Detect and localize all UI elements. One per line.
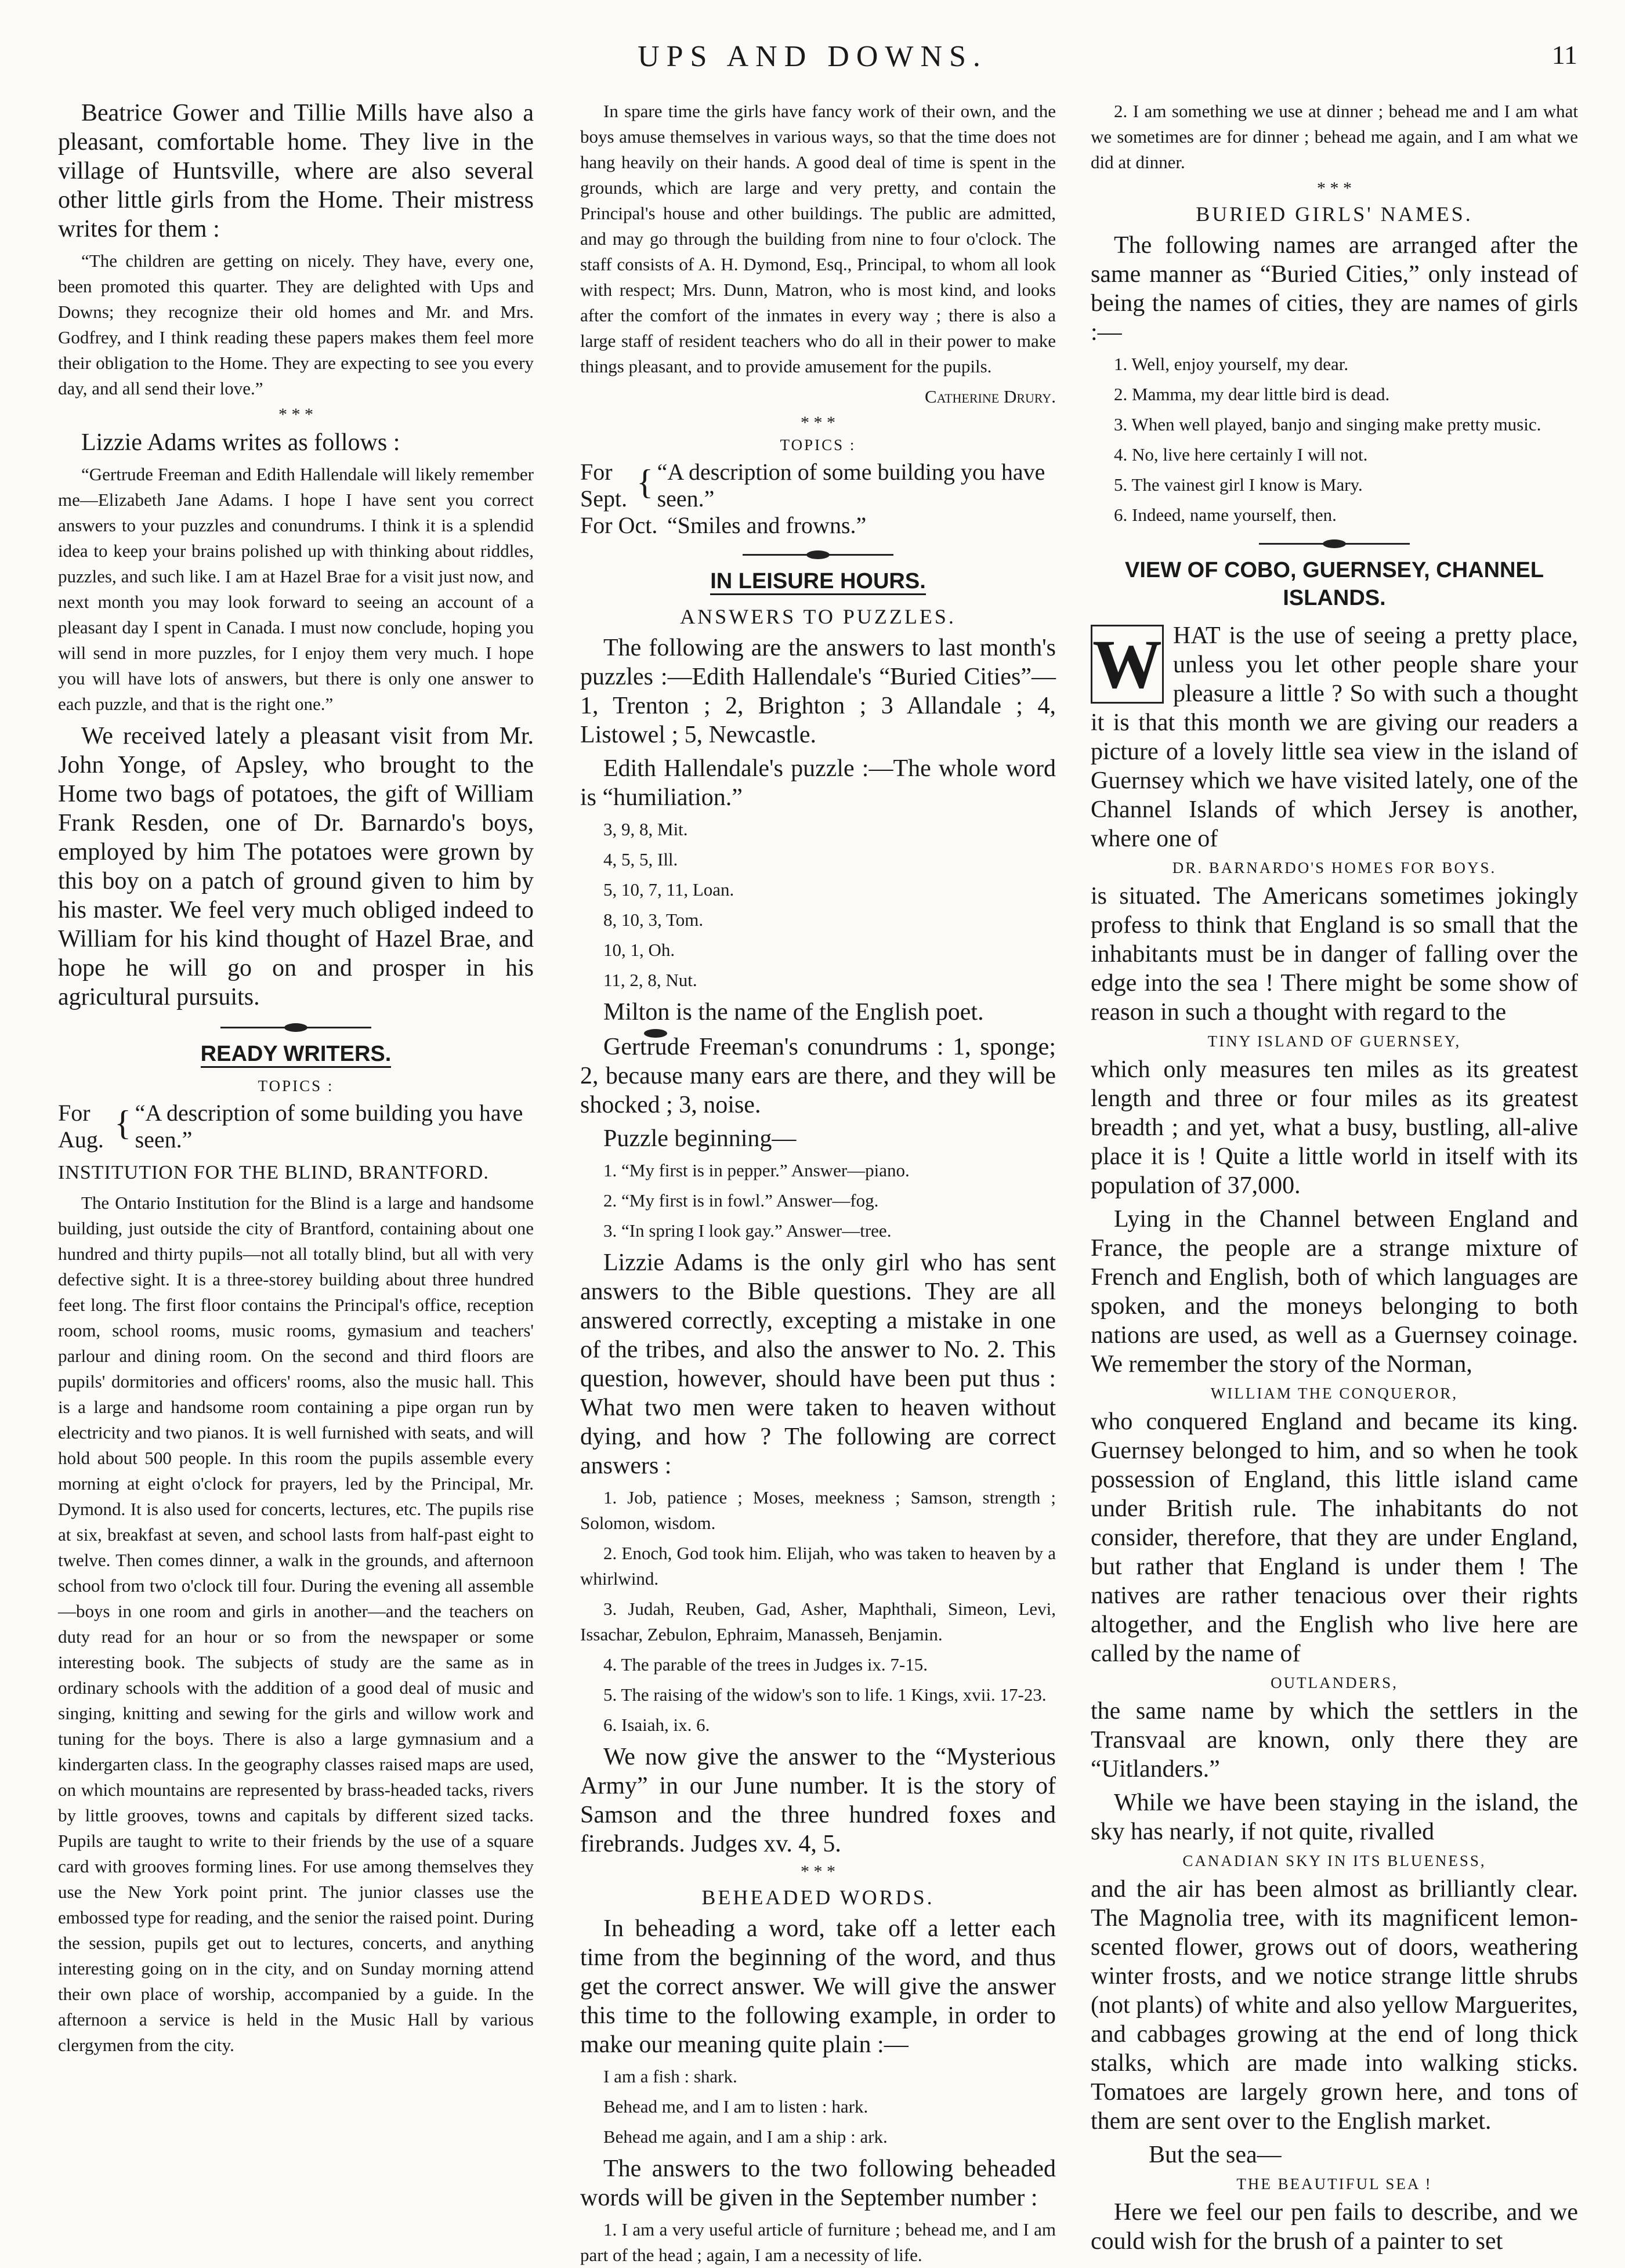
drop-cap: W	[1091, 625, 1164, 704]
beheaded-label: BEHEADED WORDS.	[701, 1886, 935, 1909]
list-item: 2. “My first is in fowl.” Answer—fog.	[603, 1190, 879, 1211]
list-item: 6. Indeed, name yourself, then.	[1114, 505, 1337, 525]
page-number: 11	[1551, 40, 1577, 70]
run-in-label: OUTLANDERS,	[1271, 1674, 1398, 1691]
run-in-label: TINY ISLAND OF GUERNSEY,	[1207, 1032, 1461, 1050]
paragraph: Beatrice Gower and Tillie Mills have also a pleasant, comfortable home. They live in the village of Huntsville, where are also several other little girls from the Home. Their mistress writes for them :	[58, 100, 534, 242]
list-item: 2. Mamma, my dear little bird is dead.	[1114, 384, 1390, 404]
section-rule	[743, 554, 893, 556]
list-item: Behead me, and I am to listen : hark.	[603, 2096, 868, 2117]
list-item: 5, 10, 7, 11, Loan.	[603, 879, 734, 900]
topic-entry	[580, 512, 1056, 539]
paragraph: Edith Hallendale's puzzle :—The whole word is “humiliation.”	[580, 755, 1056, 811]
topic-text: “A description of some building you have seen.”	[135, 1100, 523, 1153]
column-1	[58, 99, 534, 2187]
paragraph: But the sea—	[1149, 2142, 1282, 2168]
girls-names-list	[1091, 352, 1578, 528]
buried-label: BURIED GIRLS' NAMES.	[1196, 202, 1473, 226]
signature: Catherine Drury.	[924, 386, 1056, 407]
run-in-label: DR. BARNARDO'S HOMES FOR BOYS.	[1172, 859, 1497, 876]
paragraph: Here we feel our pen fails to describe, and we could wish for the brush of a painter to set	[1091, 2199, 1578, 2255]
paragraph: We now give the answer to the “Mysterious Army” in our June number. It is the story of Samson and the three hundred foxes and firebrands. Judges xv. 4, 5.	[580, 1744, 1056, 1857]
list-item: 3. “In spring I look gay.” Answer—tree.	[603, 1220, 892, 1241]
paragraph: The Ontario Institution for the Blind is a large and handsome building, just outside the city of Brantford, containing about one hundred and thirty pupils—not all totally blind, but all with very defective sight. It is a three-storey building about three hundred feet long. The first floor contains the Principal's office, reception room, school rooms, music rooms, gymasium and teachers' parlour and dining room. On the second and third floors are pupils' dormitories and officers' rooms, also the music hall. This is a large and handsome room containing a pipe organ run by electricity and two pianos. It is well furnished with seats, and will hold about 500 people. In this room the pupils assemble every morning at eight o'clock for prayers, led by the Principal, Mr. Dymond. It is also used for concerts, lectures, etc. The pupils rise at six, breakfast at seven, and school lasts from half-past eight to twelve. Then comes dinner, a walk in the grounds, and afternoon school from two o'clock till four. During the evening all assemble—boys in one room and girls in another—and the teachers on duty read for an hour or so from the newspaper or some interesting book. The subjects of study are the same as in ordinary schools with the addition of a good deal of music and singing, knitting and sewing for the girls and willow work and tuning for the boys. There is also a large gymnasium and a kindergarten class. In the geography classes raised maps are used, on which mountains are represented by brass-headed tacks, rivers by little grooves, towns and capitals by different sized tacks. Pupils are taught to write to their friends by the use of a square card with grooves forming lines. For use among themselves they use the New York point print. The junior classes use the embossed type for reading, and the senior the raised point. During the session, pupils get out to lectures, concerts, and anything interesting going on in the city, and on Sunday morning attend their own place of worship, accompanied by a guide. In the afternoon a service is held in the Music Hall by various clergymen from the city.	[58, 1193, 534, 2055]
paragraph: Lying in the Channel between England and France, the people are a strange mixture of French and English, both of which languages are spoken, and the moneys belonging to both nations are used, as well as a Guernsey coinage. We remember the story of the Norman,	[1091, 1206, 1578, 1378]
list-item: 4. The parable of the trees in Judges ix. 7-15.	[603, 1654, 928, 1675]
topic-entry	[58, 1100, 534, 1153]
paragraph: Lizzie Adams is the only girl who has sent answers to the Bible questions. They are all answered correctly, excepting a mistake in one of the tribes, and also the answer to No. 2. This question, however, should have been put thus : What two men were taken to heaven without dying, and how ? The following are correct answers :	[580, 1249, 1056, 1479]
paragraph: who conquered England and became its king. Guernsey belonged to him, and so when he took possession of England, this little island came under British rule. The inhabitants do not consider, therefore, that they are under England, but rather that England is under them ! The natives are rather tenacious over their rights altogether, and the English who live here are called by the name of	[1091, 1408, 1578, 1667]
list-item: 1. “My first is in pepper.” Answer—piano.	[603, 1160, 910, 1180]
list-item: Behead me again, and I am a ship : ark.	[603, 2126, 888, 2147]
answers-label: ANSWERS TO PUZZLES.	[680, 605, 956, 628]
list-item: 6. Isaiah, ix. 6.	[603, 1715, 710, 1735]
section-stars: * * *	[1317, 179, 1352, 198]
list-item: 5. The vainest girl I know is Mary.	[1114, 474, 1363, 495]
list-item: 1. Well, enjoy yourself, my dear.	[1114, 354, 1349, 374]
list-item: 4, 5, 5, Ill.	[603, 849, 678, 869]
paragraph: Puzzle beginning—	[603, 1125, 797, 1152]
list-item: 4. No, live here certainly I will not.	[1114, 444, 1368, 465]
topics-label: TOPICS :	[258, 1077, 334, 1095]
paragraph: and the air has been almost as brilliantly clear. The Magnolia tree, with its magnificent lemon-scented flower, grows out of doors, weathering winter frosts, and we notice strange little shrubs (not plants) of white and also yellow Marguerites, and cabbages growing at the end of long thick stalks, which are made into walking sticks. Tomatoes are largely grown here, and tons of them are sent over to the English market.	[1091, 1876, 1578, 2135]
paragraph: Lizzie Adams writes as follows :	[81, 429, 400, 456]
riddle: 2. I am something we use at dinner ; behead me and I am what we sometimes are for dinner ; behead me again, and I am what we did at dinner.	[1091, 101, 1578, 172]
quote: “Gertrude Freeman and Edith Hallendale will likely remember me—Elizabeth Jane Adams. I hope I have sent you correct answers to your puzzles and conundrums. I think it is a splendid idea to keep your brains polished up with thinking about riddles, puzzles, and such like. I am at Hazel Brae for a visit just now, and next month you may look forward to seeing an account of a pleasant day I spent in Canada. I must now conclude, hoping you will send in more puzzles, for I enjoy them very much. I hope you will have lots of answers, but there is only one answer to each puzzle, and that is the right one.”	[58, 464, 534, 714]
paragraph: Milton is the name of the English poet.	[603, 999, 984, 1026]
list-item: 3, 9, 8, Mit.	[603, 819, 688, 839]
paragraph: The answers to the two following beheaded words will be given in the September number :	[580, 2155, 1056, 2211]
bible-answers-list	[580, 1485, 1056, 1738]
section-rule	[1259, 543, 1410, 545]
article-subhead: INSTITUTION FOR THE BLIND, BRANTFORD.	[58, 1162, 489, 1183]
topic-entry	[580, 459, 1056, 512]
running-title: UPS AND DOWNS.	[638, 40, 987, 73]
column-3	[1091, 99, 1578, 2255]
list-item: 8, 10, 3, Tom.	[603, 910, 704, 930]
column-2	[580, 99, 1056, 2265]
section-heading: VIEW OF COBO, GUERNSEY, CHANNEL ISLANDS.	[1124, 558, 1544, 610]
paragraph: The following names are arranged after the same manner as “Buried Cities,” only instead of being the names of cities, they are names of girls :—	[1091, 232, 1578, 346]
run-in-label: WILLIAM THE CONQUEROR,	[1210, 1385, 1458, 1402]
paragraph: In beheading a word, take off a letter each time from the beginning of the word, and thus get the correct answer. We will give the answer this time to the following example, in order to make our meaning quite plain :—	[580, 1915, 1056, 2058]
list-item: 3. Judah, Reuben, Gad, Asher, Maphthali, Simeon, Levi, Issachar, Zebulon, Ephraim, Manasseh, Benjamin.	[580, 1599, 1056, 1644]
paragraph: While we have been staying in the island, the sky has nearly, if not quite, rivalled	[1091, 1789, 1578, 1845]
list-item: 2. Enoch, God took him. Elijah, who was taken to heaven by a whirlwind.	[580, 1543, 1056, 1589]
topics-label: TOPICS :	[780, 436, 856, 454]
section-stars: * * *	[278, 405, 313, 424]
list-item: 5. The raising of the widow's son to life. 1 Kings, xvii. 17-23.	[603, 1684, 1047, 1705]
puzzle-list	[580, 817, 1056, 993]
topic-text: “Smiles and frowns.”	[667, 512, 867, 538]
paragraph: which only measures ten miles as its greatest length and three or four miles as its greatest breadth ; and yet, what a busy, bustling, all-alive place it is ! Quite a little world in itself with its population of 37,000.	[1091, 1056, 1578, 1199]
page-header	[0, 0, 1625, 75]
topic-month: For Sept.	[580, 459, 628, 512]
paragraph: Gertrude Freeman's conundrums : 1, sponge; 2, because many ears are there, and they will be shocked ; 3, noise.	[580, 1034, 1056, 1118]
list-item: I am a fish : shark.	[603, 2066, 737, 2086]
list-item: 3. When well played, banjo and singing make pretty music.	[1114, 414, 1541, 434]
brace-glyph: {	[114, 1104, 132, 1142]
list-item: 11, 2, 8, Nut.	[603, 970, 697, 990]
example-list	[580, 2064, 1056, 2150]
quote: “The children are getting on nicely. They have, every one, been promoted this quarter. They are delighted with Ups and Downs; they recognize their old homes and Mr. and Mrs. Godfrey, and I think reading these papers makes them feel more their obligation to the Home. They are expecting to see you every day, and all send their love.”	[58, 251, 534, 398]
paragraph: In spare time the girls have fancy work of their own, and the boys amuse themselves in various ways, so that the time does not hang heavily on their hands. A good deal of time is spent in the grounds, which are large and very pretty, and contain the Principal's house and other buildings. The public are admitted, and may go through the building from nine to four o'clock. The staff consists of A. H. Dymond, Esq., Principal, to whom all look with respect; Mrs. Dunn, Matron, who is most kind, and looks after the comfort of the inmates in every way ; there is also a large staff of resident teachers who do all in their power to make things pleasant, and to provide amusement for the pupils.	[580, 101, 1056, 376]
section-stars: * * *	[801, 413, 835, 432]
topic-text: “A description of some building you have seen.”	[657, 459, 1045, 512]
paragraph: HAT is the use of seeing a pretty place, unless you let other people share your pleasure a little ? So with such a thought it is that this month we are giving our readers a picture of a lovely little sea view in the island of Guernsey which we have visited lately, one of the Channel Islands of which Jersey is another, where one of	[1091, 622, 1578, 852]
section-heading: READY WRITERS.	[58, 1040, 534, 1068]
section-heading: IN LEISURE HOURS.	[580, 567, 1056, 595]
paragraph: the same name by which the settlers in the Transvaal are known, only there they are “Uitlanders.”	[1091, 1698, 1578, 1782]
topic-month: For Oct.	[580, 512, 658, 538]
list-item: 10, 1, Oh.	[603, 940, 675, 960]
paragraph: We received lately a pleasant visit from Mr. John Yonge, of Apsley, who brought to the Home two bags of potatoes, the gift of William Frank Resden, one of Dr. Barnardo's boys, employed by him The potatoes were grown by this boy on a patch of ground given to him by his master. We feel very much obliged indeed to William for his kind thought of Hazel Brae, and hope he will go on and prosper in his agricultural pursuits.	[58, 723, 534, 1010]
list-item: 1. Job, patience ; Moses, meekness ; Samson, strength ; Solomon, wisdom.	[580, 1487, 1056, 1533]
puzzle-beginning-list	[580, 1158, 1056, 1244]
section-stars: * * *	[801, 1862, 835, 1881]
topic-month: For Aug.	[58, 1100, 104, 1153]
paragraph: is situated. The Americans sometimes jokingly profess to think that England is so small that the inhabitants must be in danger of falling over the edge into the sea ! There might be some show of reason in such a thought with regard to the	[1091, 883, 1578, 1026]
paragraph: The following are the answers to last month's puzzles :—Edith Hallendale's “Buried Cities”—1, Trenton ; 2, Brighton ; 3 Allandale ; 4, Listowel ; 5, Newcastle.	[580, 635, 1056, 748]
section-rule	[220, 1027, 371, 1028]
riddle: 1. I am a very useful article of furniture ; behead me, and I am part of the head ; again, I am a necessity of life.	[580, 2219, 1056, 2265]
run-in-label: THE BEAUTIFUL SEA !	[1236, 2175, 1432, 2193]
brace-glyph: {	[636, 463, 654, 501]
run-in-label: CANADIAN SKY IN ITS BLUENESS,	[1182, 1852, 1486, 1870]
